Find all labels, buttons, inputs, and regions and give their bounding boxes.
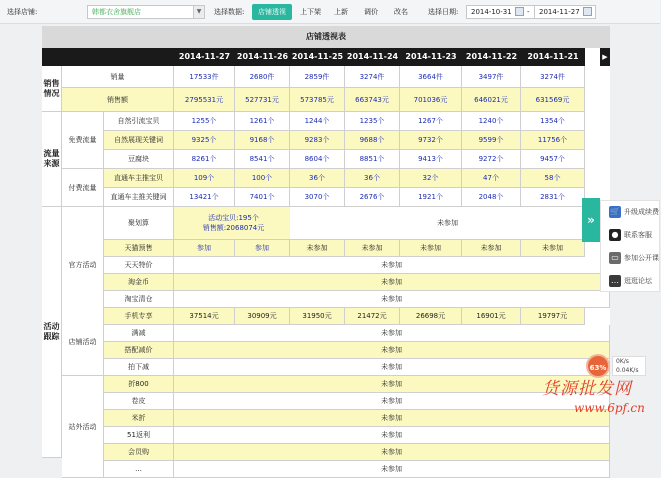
panel-item-label: 升级成续费 <box>624 208 659 216</box>
store-label: 选择店铺: <box>7 8 38 16</box>
juhuasuan-items: 活动宝贝:195个 <box>208 214 259 222</box>
data-label: 选择数据: <box>214 8 245 16</box>
watermark-url: www.6pf.cn <box>574 401 645 415</box>
table-cell: 3274件 <box>345 66 400 88</box>
panel-item[interactable] <box>601 270 661 293</box>
table-cell: 36个 <box>345 169 400 188</box>
group-paid-traffic: 付费流量 <box>62 169 104 207</box>
table-cell: 58个 <box>521 169 585 188</box>
table-cell: 1235个 <box>345 112 400 131</box>
not-joined-cell: 未参加 <box>174 325 610 342</box>
cart-icon: 🛒 <box>610 207 620 216</box>
panel-item[interactable] <box>601 201 661 224</box>
table-cell: 37514元 <box>174 308 235 325</box>
tab-shelf[interactable]: 上下架 <box>300 8 321 16</box>
table-cell: 8851个 <box>345 150 400 169</box>
not-joined-cell: 未参加 <box>174 410 610 427</box>
speed-percent: 63% <box>586 354 610 378</box>
row-label: 51返利 <box>104 427 174 444</box>
row-label: 豆腐块 <box>104 150 174 169</box>
table-cell: 9168个 <box>235 131 290 150</box>
group-external-activity: 站外活动 <box>62 376 104 478</box>
table-cell: 36个 <box>290 169 345 188</box>
store-select-value: 韩都衣舍旗舰店 <box>92 8 141 16</box>
table-cell: 17533件 <box>174 66 235 88</box>
not-joined-cell: 未参加 <box>174 359 610 376</box>
table-cell: 9283个 <box>290 131 345 150</box>
table-cell: 30909元 <box>235 308 290 325</box>
row-label: 折800 <box>104 376 174 393</box>
table-cell: 47个 <box>462 169 521 188</box>
table-title: 店铺透视表 <box>42 26 610 48</box>
tab-price[interactable]: 调价 <box>364 8 378 16</box>
table-cell: 未参加 <box>462 240 521 257</box>
table-cell: 19797元 <box>521 308 585 325</box>
chat-icon: … <box>611 276 619 285</box>
watermark-title: 货源批发网 <box>542 379 632 399</box>
table-cell: 1267个 <box>400 112 462 131</box>
juhuasuan-note <box>174 207 294 240</box>
table-cell: 2795531元 <box>174 88 235 112</box>
row-label: 淘金币 <box>104 274 174 291</box>
table-cell: 1255个 <box>174 112 235 131</box>
section-sales: 销售情况 <box>42 66 62 112</box>
row-label: 天天特价 <box>104 257 174 274</box>
table-cell: 26698元 <box>400 308 462 325</box>
panel-item[interactable] <box>601 224 661 247</box>
row-label: 销售额 <box>62 88 174 112</box>
panel-item-label: 逛逛论坛 <box>624 277 652 285</box>
table-cell: 3274件 <box>521 66 585 88</box>
table-cell: 未参加 <box>521 240 585 257</box>
group-official-activity: 官方活动 <box>62 207 104 324</box>
date-separator: - <box>527 8 530 16</box>
row-label: 手机专享 <box>104 308 174 325</box>
date-column-header: 2014-11-21 <box>521 48 585 66</box>
scroll-right-icon[interactable]: ▶ <box>600 48 610 66</box>
table-cell: 573785元 <box>290 88 345 112</box>
date-from-input[interactable]: 2014-10-31 <box>466 5 536 19</box>
calendar-icon[interactable] <box>583 7 592 16</box>
table-cell: 1261个 <box>235 112 290 131</box>
row-label: 米折 <box>104 410 174 427</box>
table-cell: 2676个 <box>345 188 400 207</box>
table-cell: 未参加 <box>400 240 462 257</box>
monitor-icon: ▭ <box>609 252 621 264</box>
table-cell: 13421个 <box>174 188 235 207</box>
watermark <box>538 374 660 432</box>
table-cell: 21472元 <box>345 308 400 325</box>
table-cell: 11756个 <box>521 131 585 150</box>
not-joined-cell: 未参加 <box>174 461 610 478</box>
not-joined-cell: 未参加 <box>174 342 610 359</box>
section-traffic: 流量来源 <box>42 112 62 207</box>
table-cell: 2859件 <box>290 66 345 88</box>
table-cell: 1240个 <box>462 112 521 131</box>
not-joined-cell: 未参加 <box>174 274 610 291</box>
date-column-header: 2014-11-26 <box>235 48 290 66</box>
date-column-header: 2014-11-27 <box>174 48 235 66</box>
download-rate: 0.04K/s <box>616 367 639 374</box>
table-cell: 663743元 <box>345 88 400 112</box>
table-cell: 未参加 <box>290 240 345 257</box>
table-cell: 9272个 <box>462 150 521 169</box>
tab-shop-view[interactable]: 店铺透视 <box>252 4 292 20</box>
table-cell: 701036元 <box>400 88 462 112</box>
store-select[interactable] <box>87 5 205 19</box>
table-cell: 16901元 <box>462 308 521 325</box>
table-cell: 2680件 <box>235 66 290 88</box>
table-cell: 32个 <box>400 169 462 188</box>
toolbar <box>0 0 660 24</box>
row-label: 自然展现关键词 <box>104 131 174 150</box>
table-cell: 9688个 <box>345 131 400 150</box>
table-cell: 9325个 <box>174 131 235 150</box>
group-shop-activity: 店铺活动 <box>62 308 104 376</box>
speed-rates <box>612 356 646 376</box>
date-column-header: 2014-11-22 <box>462 48 521 66</box>
side-panel <box>600 200 660 292</box>
table-cell: 8261个 <box>174 150 235 169</box>
chevron-down-icon: ▼ <box>193 6 204 18</box>
table-cell: 7401个 <box>235 188 290 207</box>
shop-pivot-table <box>42 26 610 473</box>
table-cell: 3497件 <box>462 66 521 88</box>
row-label: 天猫预售 <box>104 240 174 257</box>
panel-item[interactable] <box>601 247 661 270</box>
table-cell: 527731元 <box>235 88 290 112</box>
row-label: 拍下减 <box>104 359 174 376</box>
date-column-header: 2014-11-24 <box>345 48 400 66</box>
row-label: 卷皮 <box>104 393 174 410</box>
row-label: 直通车主推关键词 <box>104 188 174 207</box>
group-free-traffic: 免费流量 <box>62 112 104 169</box>
row-label: 淘宝清仓 <box>104 291 174 308</box>
row-label: 满减 <box>104 325 174 342</box>
row-label: 直通车主推宝贝 <box>104 169 174 188</box>
row-label: 销量 <box>62 66 174 88</box>
not-joined-cell: 未参加 <box>174 393 610 410</box>
row-label: 会员购 <box>104 444 174 461</box>
not-joined-cell: 未参加 <box>174 376 610 393</box>
header-blank <box>42 48 174 66</box>
tab-rename[interactable]: 改名 <box>394 8 408 16</box>
juhuasuan-sales: 销售额:2068074元 <box>202 224 265 232</box>
table-cell: 1354个 <box>521 112 585 131</box>
date-to-input[interactable]: 2014-11-27 <box>534 5 596 19</box>
table-cell: 9413个 <box>400 150 462 169</box>
not-joined-cell: 未参加 <box>174 257 610 274</box>
table-cell: 2048个 <box>462 188 521 207</box>
table-cell: 3070个 <box>290 188 345 207</box>
calendar-icon[interactable] <box>515 7 524 16</box>
table-cell: 100个 <box>235 169 290 188</box>
table-cell[interactable]: 参加 <box>235 240 290 257</box>
not-joined-cell: 未参加 <box>174 444 610 461</box>
not-joined-cell: 未参加 <box>290 207 606 240</box>
panel-item-label: 参加公开课 <box>624 254 659 262</box>
table-cell[interactable]: 参加 <box>174 240 235 257</box>
row-label: 聚划算 <box>104 207 174 240</box>
row-label: 自然引流宝贝 <box>104 112 174 131</box>
table-cell: 1244个 <box>290 112 345 131</box>
table-cell: 109个 <box>174 169 235 188</box>
table-cell: 1921个 <box>400 188 462 207</box>
table-cell: 631569元 <box>521 88 585 112</box>
table-cell: 未参加 <box>345 240 400 257</box>
section-activity: 活动跟踪 <box>42 207 62 458</box>
table-cell: 8541个 <box>235 150 290 169</box>
table-cell: 3664件 <box>400 66 462 88</box>
table-cell: 9599个 <box>462 131 521 150</box>
table-cell: 9732个 <box>400 131 462 150</box>
panel-toggle-button[interactable]: » <box>582 198 600 242</box>
row-label: 搭配减价 <box>104 342 174 359</box>
row-label: ... <box>104 461 174 478</box>
tab-new[interactable]: 上新 <box>334 8 348 16</box>
date-column-header: 2014-11-25 <box>290 48 345 66</box>
panel-item-label: 联系客服 <box>624 231 652 239</box>
upload-rate: 0K/s <box>616 358 629 365</box>
table-cell: 8604个 <box>290 150 345 169</box>
not-joined-cell: 未参加 <box>174 427 610 444</box>
table-cell: 9457个 <box>521 150 585 169</box>
date-column-header: 2014-11-23 <box>400 48 462 66</box>
date-label: 选择日期: <box>428 8 459 16</box>
table-cell: 31950元 <box>290 308 345 325</box>
table-cell: 2831个 <box>521 188 585 207</box>
table-cell: 646021元 <box>462 88 521 112</box>
not-joined-cell: 未参加 <box>174 291 610 308</box>
qq-icon: ● <box>609 229 621 241</box>
